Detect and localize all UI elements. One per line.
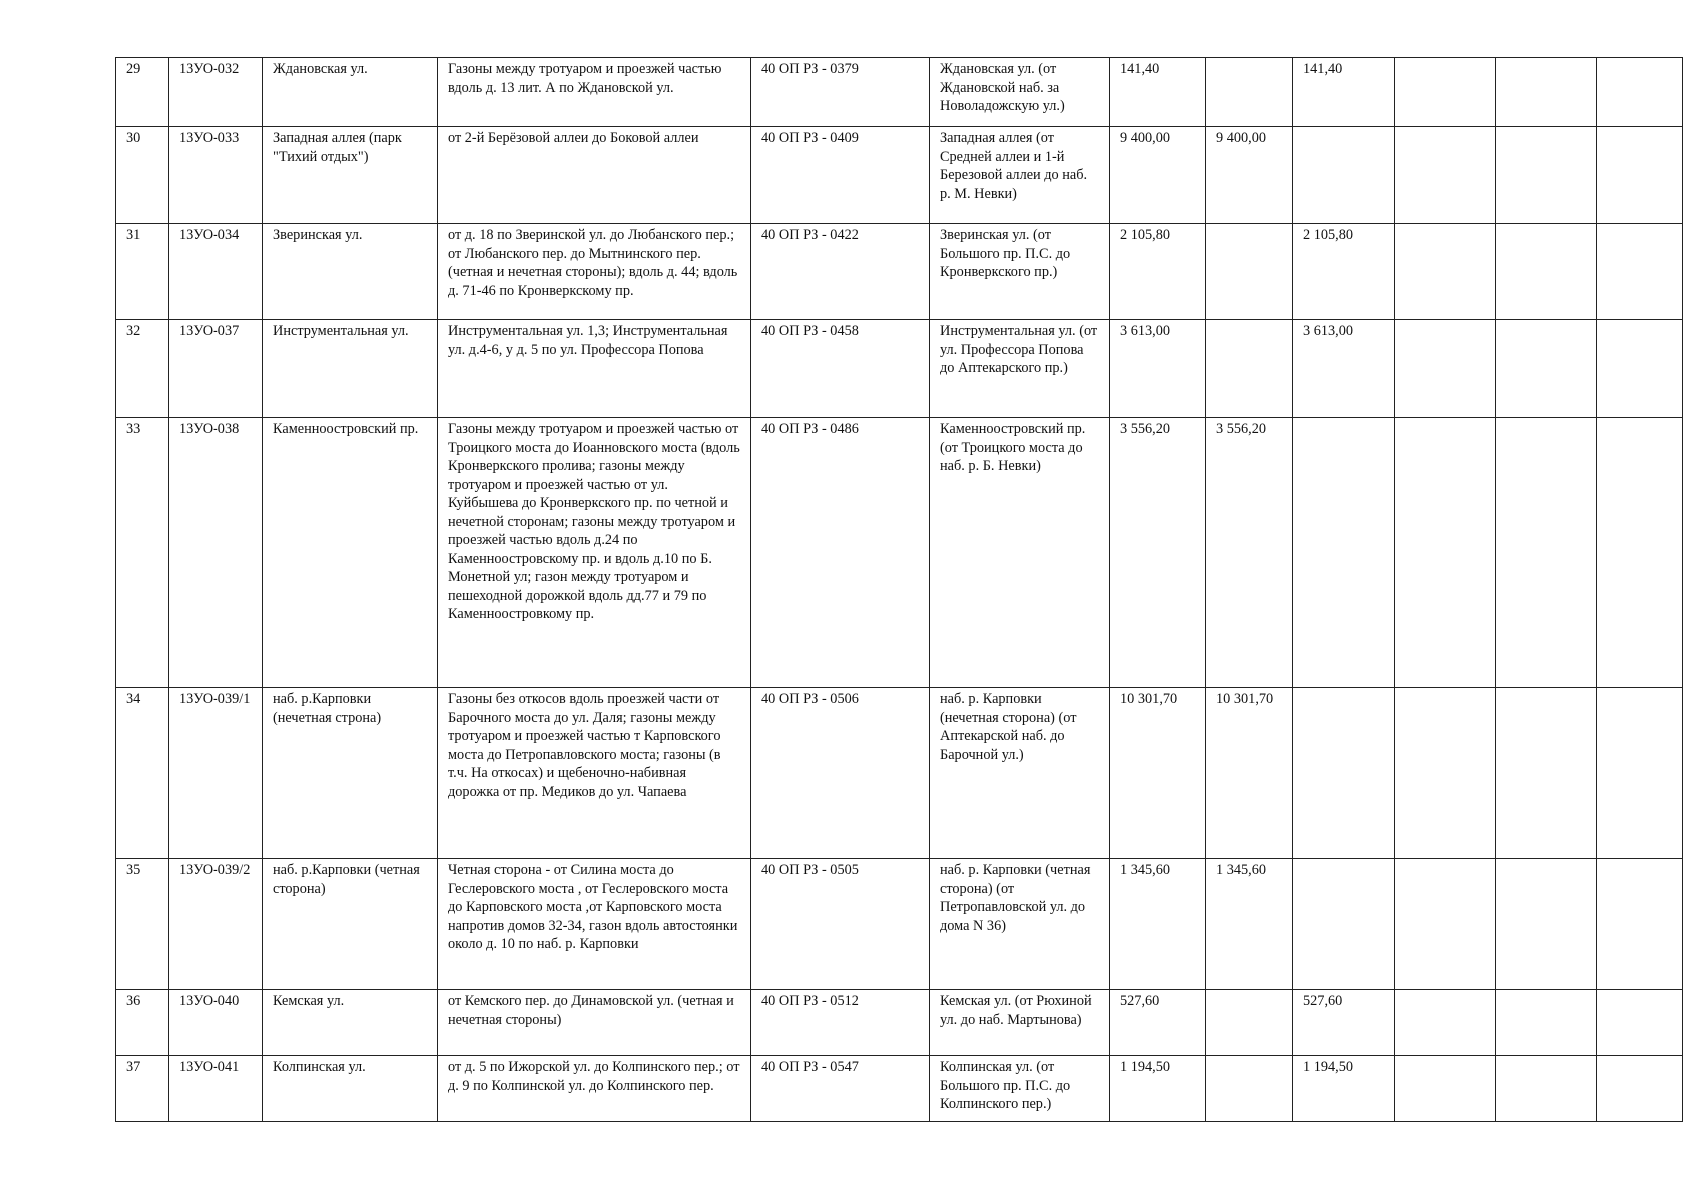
object-code: 13УО-039/2 xyxy=(169,859,263,990)
street-name: Зверинская ул. xyxy=(263,224,438,320)
street-name: наб. р.Карповки (нечетная строна) xyxy=(263,688,438,859)
zone-description: Инструментальная ул. 1,3; Инструментальная ул. д.4-6, у д. 5 по ул. Профессора Попова xyxy=(438,320,751,418)
area-col5 xyxy=(1496,1056,1597,1122)
object-code: 13УО-033 xyxy=(169,127,263,224)
street-name: Колпинская ул. xyxy=(263,1056,438,1122)
object-code: 13УО-039/1 xyxy=(169,688,263,859)
object-code: 13УО-032 xyxy=(169,58,263,127)
area-col4 xyxy=(1395,224,1496,320)
area-col3: 141,40 xyxy=(1293,58,1395,127)
object-code: 13УО-038 xyxy=(169,418,263,688)
table-row xyxy=(116,127,1683,224)
area-col6 xyxy=(1597,58,1683,127)
area-col6 xyxy=(1597,224,1683,320)
area-col4 xyxy=(1395,1056,1496,1122)
table-row xyxy=(116,990,1683,1056)
area-col3 xyxy=(1293,418,1395,688)
area-col3 xyxy=(1293,688,1395,859)
area-col4 xyxy=(1395,320,1496,418)
area-total: 1 194,50 xyxy=(1110,1056,1206,1122)
object-code: 13УО-041 xyxy=(169,1056,263,1122)
area-col2: 9 400,00 xyxy=(1206,127,1293,224)
road-id: 40 ОП РЗ - 0486 xyxy=(751,418,930,688)
area-col3: 527,60 xyxy=(1293,990,1395,1056)
area-col3: 3 613,00 xyxy=(1293,320,1395,418)
table-row xyxy=(116,224,1683,320)
zone-description: Газоны без откосов вдоль проезжей части от Барочного моста до ул. Даля; газоны между тротуаром и проезжей частью т Карповского моста до Петропавловского моста; газоны (в т.ч. На откосах) и щебеночно-набивная дорожка от пр. Медиков до ул. Чапаева xyxy=(438,688,751,859)
table-row xyxy=(116,58,1683,127)
road-limits: наб. р. Карповки (нечетная сторона) (от Аптекарской наб. до Барочной ул.) xyxy=(930,688,1110,859)
table-row xyxy=(116,418,1683,688)
road-limits: Колпинская ул. (от Большого пр. П.С. до Колпинского пер.) xyxy=(930,1056,1110,1122)
row-number: 31 xyxy=(116,224,169,320)
area-col2: 10 301,70 xyxy=(1206,688,1293,859)
area-col2 xyxy=(1206,990,1293,1056)
zone-description: Четная сторона - от Силина моста до Геслеровского моста , от Геслеровского моста до Карповского моста ,от Карповского моста напротив домов 32-34, газон вдоль автостоянки около д. 10 по наб. р. Карповки xyxy=(438,859,751,990)
green-zones-table xyxy=(115,57,1683,1122)
zone-description: от 2-й Берёзовой аллеи до Боковой аллеи xyxy=(438,127,751,224)
street-name: Инструментальная ул. xyxy=(263,320,438,418)
street-name: наб. р.Карповки (четная сторона) xyxy=(263,859,438,990)
area-col5 xyxy=(1496,127,1597,224)
table-row xyxy=(116,859,1683,990)
road-id: 40 ОП РЗ - 0458 xyxy=(751,320,930,418)
zone-description: от д. 18 по Зверинской ул. до Любанского пер.; от Любанского пер. до Мытнинского пер. (четная и нечетная стороны); вдоль д. 44; вдоль д. 71-46 по Кронверкскому пр. xyxy=(438,224,751,320)
road-limits: наб. р. Карповки (четная сторона) (от Петропавловской ул. до дома N 36) xyxy=(930,859,1110,990)
row-number: 33 xyxy=(116,418,169,688)
row-number: 32 xyxy=(116,320,169,418)
street-name: Ждановская ул. xyxy=(263,58,438,127)
road-limits: Зверинская ул. (от Большого пр. П.С. до Кронверкского пр.) xyxy=(930,224,1110,320)
area-total: 1 345,60 xyxy=(1110,859,1206,990)
area-col6 xyxy=(1597,859,1683,990)
road-id: 40 ОП РЗ - 0512 xyxy=(751,990,930,1056)
area-col4 xyxy=(1395,127,1496,224)
area-col4 xyxy=(1395,688,1496,859)
area-col5 xyxy=(1496,990,1597,1056)
table-row xyxy=(116,688,1683,859)
area-total: 3 613,00 xyxy=(1110,320,1206,418)
area-col2: 1 345,60 xyxy=(1206,859,1293,990)
row-number: 37 xyxy=(116,1056,169,1122)
area-total: 141,40 xyxy=(1110,58,1206,127)
area-col4 xyxy=(1395,418,1496,688)
area-total: 9 400,00 xyxy=(1110,127,1206,224)
area-col6 xyxy=(1597,418,1683,688)
area-col6 xyxy=(1597,688,1683,859)
road-id: 40 ОП РЗ - 0506 xyxy=(751,688,930,859)
area-col2 xyxy=(1206,320,1293,418)
zone-description: от Кемского пер. до Динамовской ул. (четная и нечетная стороны) xyxy=(438,990,751,1056)
road-id: 40 ОП РЗ - 0422 xyxy=(751,224,930,320)
road-limits: Кемская ул. (от Рюхиной ул. до наб. Мартынова) xyxy=(930,990,1110,1056)
area-col5 xyxy=(1496,418,1597,688)
street-name: Кемская ул. xyxy=(263,990,438,1056)
area-col5 xyxy=(1496,859,1597,990)
area-col2 xyxy=(1206,224,1293,320)
area-col5 xyxy=(1496,224,1597,320)
area-col2: 3 556,20 xyxy=(1206,418,1293,688)
area-col2 xyxy=(1206,1056,1293,1122)
area-col3: 1 194,50 xyxy=(1293,1056,1395,1122)
area-col3 xyxy=(1293,127,1395,224)
area-col6 xyxy=(1597,320,1683,418)
road-limits: Каменноостровский пр. (от Троицкого моста до наб. р. Б. Невки) xyxy=(930,418,1110,688)
area-total: 3 556,20 xyxy=(1110,418,1206,688)
area-col3 xyxy=(1293,859,1395,990)
area-col3: 2 105,80 xyxy=(1293,224,1395,320)
road-id: 40 ОП РЗ - 0409 xyxy=(751,127,930,224)
area-col5 xyxy=(1496,320,1597,418)
road-id: 40 ОП РЗ - 0547 xyxy=(751,1056,930,1122)
row-number: 30 xyxy=(116,127,169,224)
road-limits: Западная аллея (от Средней аллеи и 1-й Березовой аллеи до наб. р. М. Невки) xyxy=(930,127,1110,224)
object-code: 13УО-037 xyxy=(169,320,263,418)
object-code: 13УО-040 xyxy=(169,990,263,1056)
zone-description: Газоны между тротуаром и проезжей частью вдоль д. 13 лит. А по Ждановской ул. xyxy=(438,58,751,127)
table-row xyxy=(116,320,1683,418)
road-limits: Инструментальная ул. (от ул. Профессора Попова до Аптекарского пр.) xyxy=(930,320,1110,418)
area-total: 2 105,80 xyxy=(1110,224,1206,320)
area-col2 xyxy=(1206,58,1293,127)
road-id: 40 ОП РЗ - 0505 xyxy=(751,859,930,990)
table-row xyxy=(116,1056,1683,1122)
area-col5 xyxy=(1496,688,1597,859)
area-col4 xyxy=(1395,58,1496,127)
area-col6 xyxy=(1597,1056,1683,1122)
street-name: Каменноостровский пр. xyxy=(263,418,438,688)
street-name: Западная аллея (парк "Тихий отдых") xyxy=(263,127,438,224)
zone-description: Газоны между тротуаром и проезжей частью от Троицкого моста до Иоанновского моста (вдоль Кронверкского пролива; газоны между тротуаром и проезжей частью от ул. Куйбышева до Кронверкского пр. по четной и нечетной сторонам; газоны между тротуаром и проезжей частью вдоль д.24 по Каменноостровскому пр. и вдоль д.10 по Б. Монетной ул; газон между тротуаром и пешеходной дорожкой вдоль дд.77 и 79 по Каменноостровкому пр. xyxy=(438,418,751,688)
area-total: 527,60 xyxy=(1110,990,1206,1056)
row-number: 34 xyxy=(116,688,169,859)
object-code: 13УО-034 xyxy=(169,224,263,320)
row-number: 29 xyxy=(116,58,169,127)
area-col4 xyxy=(1395,990,1496,1056)
zone-description: от д. 5 по Ижорской ул. до Колпинского пер.; от д. 9 по Колпинской ул. до Колпинского пер. xyxy=(438,1056,751,1122)
area-col6 xyxy=(1597,127,1683,224)
row-number: 36 xyxy=(116,990,169,1056)
area-col6 xyxy=(1597,990,1683,1056)
area-col4 xyxy=(1395,859,1496,990)
road-limits: Ждановская ул. (от Ждановской наб. за Новоладожскую ул.) xyxy=(930,58,1110,127)
row-number: 35 xyxy=(116,859,169,990)
area-col5 xyxy=(1496,58,1597,127)
area-total: 10 301,70 xyxy=(1110,688,1206,859)
road-id: 40 ОП РЗ - 0379 xyxy=(751,58,930,127)
